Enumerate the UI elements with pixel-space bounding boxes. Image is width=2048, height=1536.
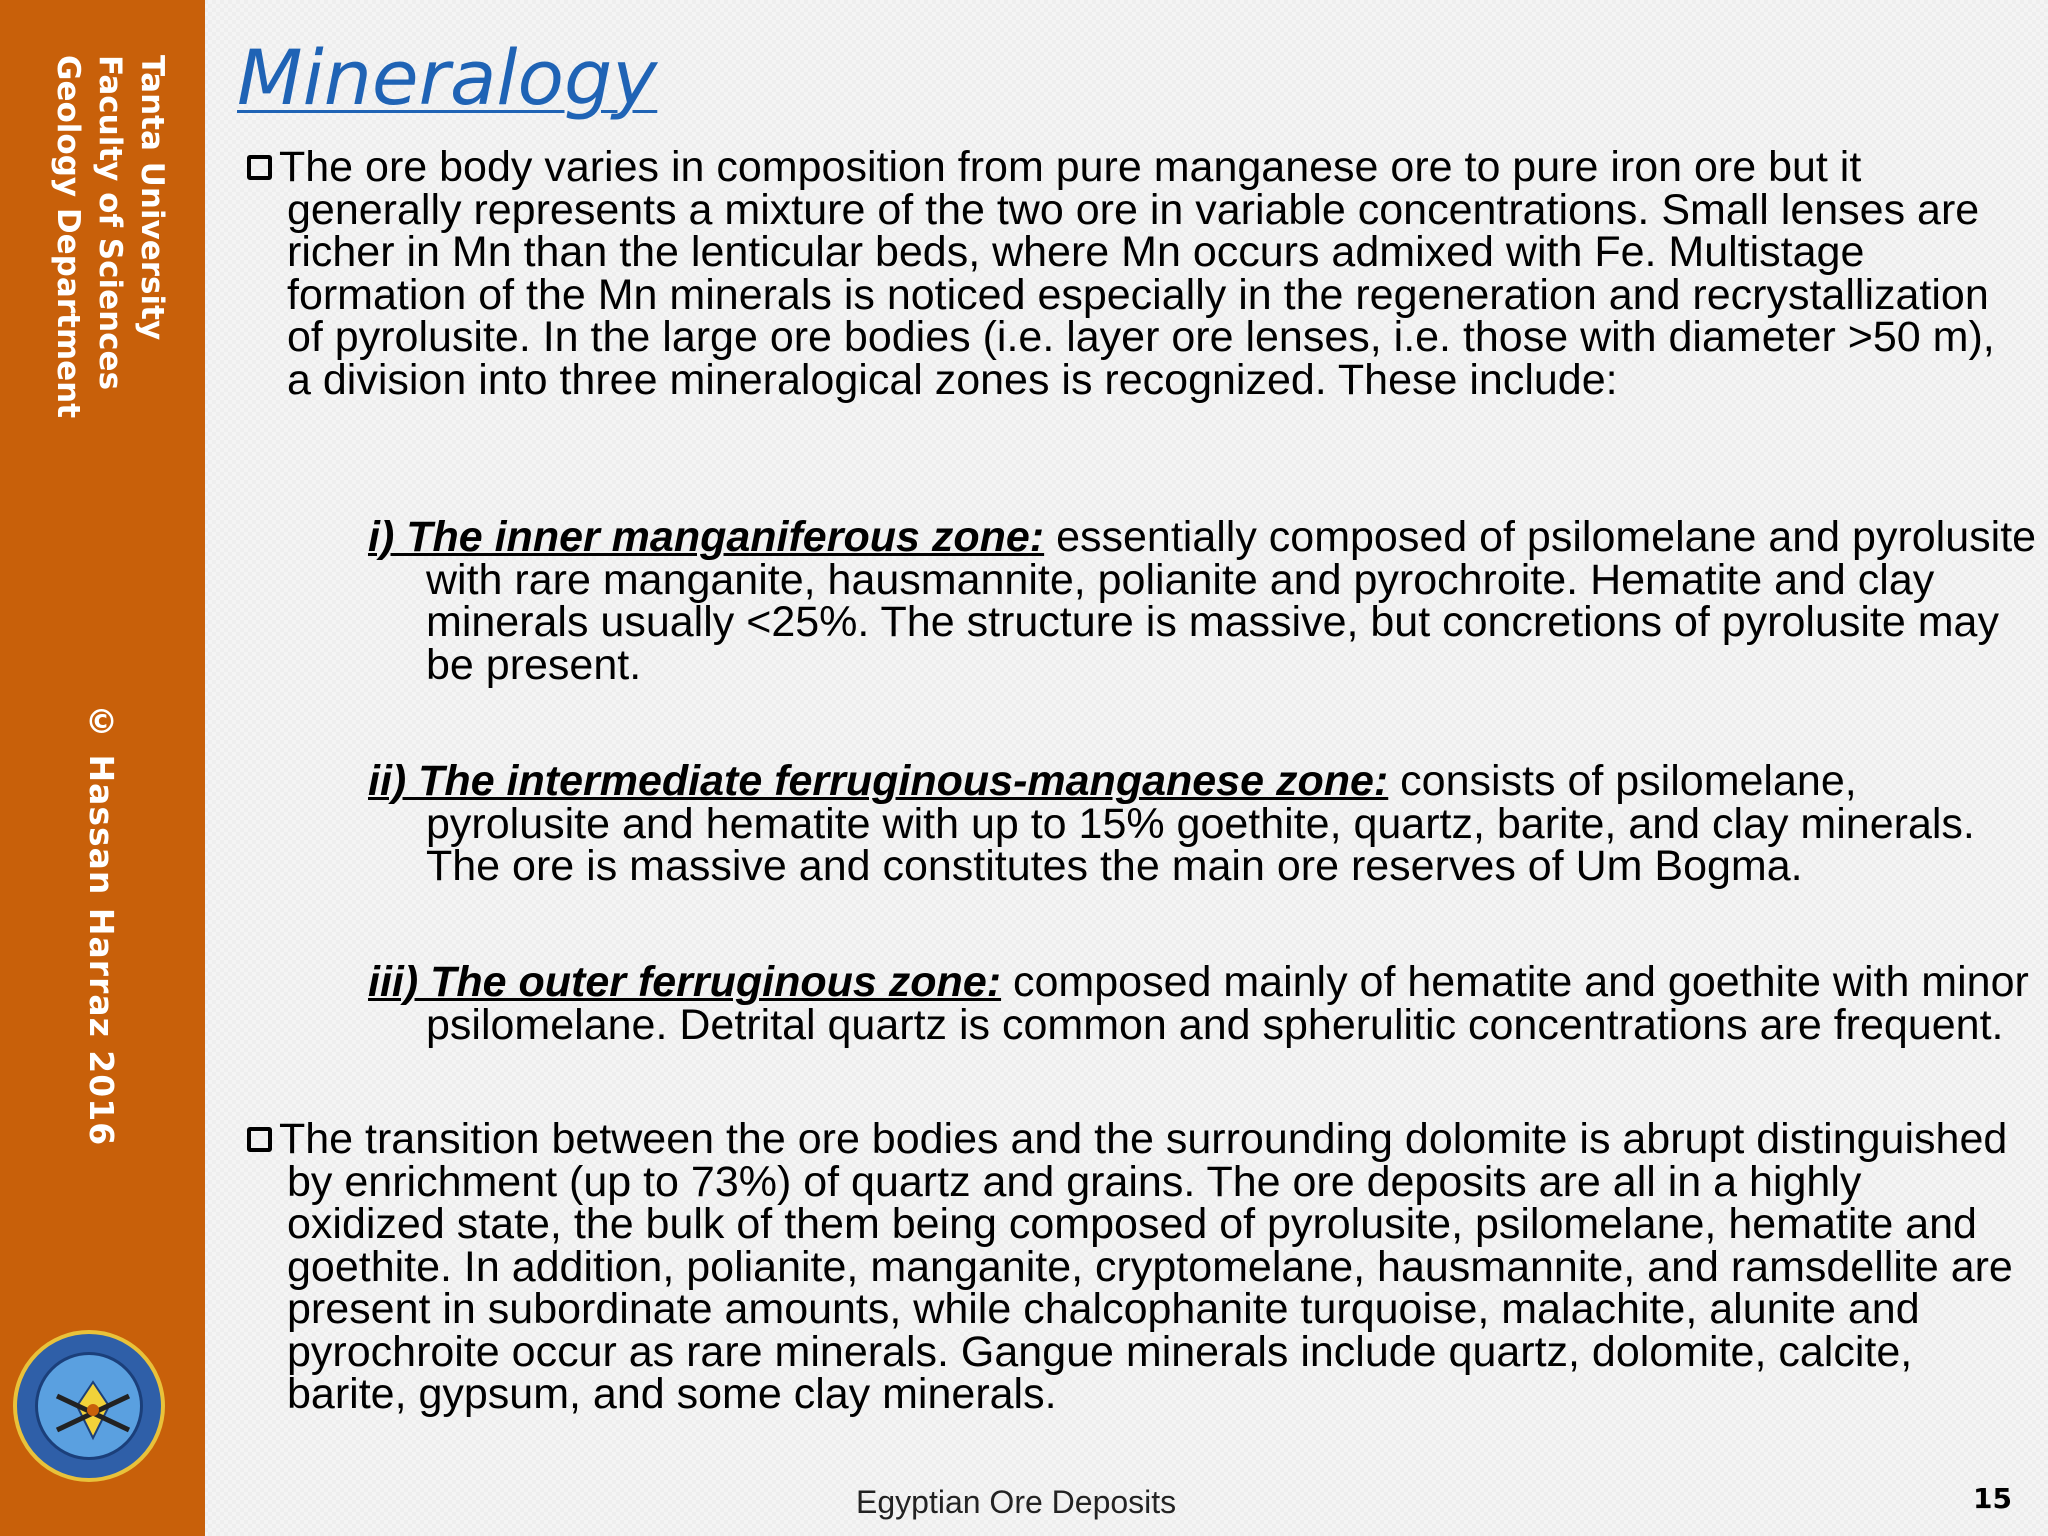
- zone-inner-paragraph: [368, 513, 2046, 689]
- square-bullet-icon: [247, 155, 272, 180]
- zone-inner-text: essentially composed of psilomelane and pyrolusite with rare manganite, hausmannite, polianite and pyrochroite. Hematite and clay minerals usually <25%. The structure is massive, but concretions of pyrolusite may be present.: [426, 513, 2037, 689]
- zone-intermediate-text: consists of psilomelane, pyrolusite and hematite with up to 15% goethite, quartz, barite, and clay minerals. The ore is massive and constitutes the main ore reserves of Um Bogma.: [426, 757, 1975, 890]
- transition-text: The transition between the ore bodies and the surrounding dolomite is abrupt distinguished by enrichment (up to 73%) of quartz and grains. The ore deposits are all in a highly oxidized state, the bulk of them being composed of pyrolusite, psilomelane, hematite and goethite. In addition, polianite, manganite, cryptomelane, hausmannite, and ramsdellite are present in subordinate amounts, while chalcophanite turquoise, malachite, alunite and pyrochroite occur as rare minerals. Gangue minerals include quartz, dolomite, calcite, barite, gypsum, and some clay minerals.: [279, 1115, 2013, 1418]
- zone-outer-paragraph: [368, 958, 2046, 1049]
- page-title: Mineralogy: [237, 33, 658, 122]
- sidebar: [0, 0, 205, 1536]
- faculty-name: Faculty of Sciences: [92, 55, 128, 391]
- university-name: Tanta University: [134, 55, 170, 341]
- footer-text: Egyptian Ore Deposits: [856, 1484, 1177, 1520]
- transition-paragraph: [247, 1115, 2027, 1418]
- zone-intermediate-paragraph: [368, 757, 2046, 890]
- intro-paragraph: [247, 143, 2027, 404]
- page-number: 15: [1973, 1482, 2012, 1515]
- zone-outer-text: composed mainly of hematite and goethite with minor psilomelane. Detrital quartz is common and spherulitic concentrations are frequent.: [426, 958, 2029, 1049]
- intro-text: The ore body varies in composition from pure manganese ore to pure iron ore but it generally represents a mixture of the two ore in variable concentrations. Small lenses are richer in Mn than the lenticular beds, where Mn occurs admixed with Fe. Multistage formation of the Mn minerals is noticed especially in the regeneration and recrystallization of pyrolusite. In the large ore bodies (i.e. layer ore lenses, i.e. those with diameter >50 m), a division into three mineralogical zones is recognized. These include:: [279, 143, 1995, 404]
- zone-intermediate-heading: ii) The intermediate ferruginous-manganese zone:: [368, 757, 1389, 805]
- department-name: Geology Department: [50, 55, 86, 419]
- copyright-notice: © Hassan Harraz 2016: [82, 702, 121, 1147]
- zone-inner-heading: i) The inner manganiferous zone:: [368, 513, 1045, 561]
- university-seal-icon: [13, 1330, 165, 1482]
- square-bullet-icon: [247, 1127, 272, 1152]
- zone-outer-heading: iii) The outer ferruginous zone:: [368, 958, 1002, 1006]
